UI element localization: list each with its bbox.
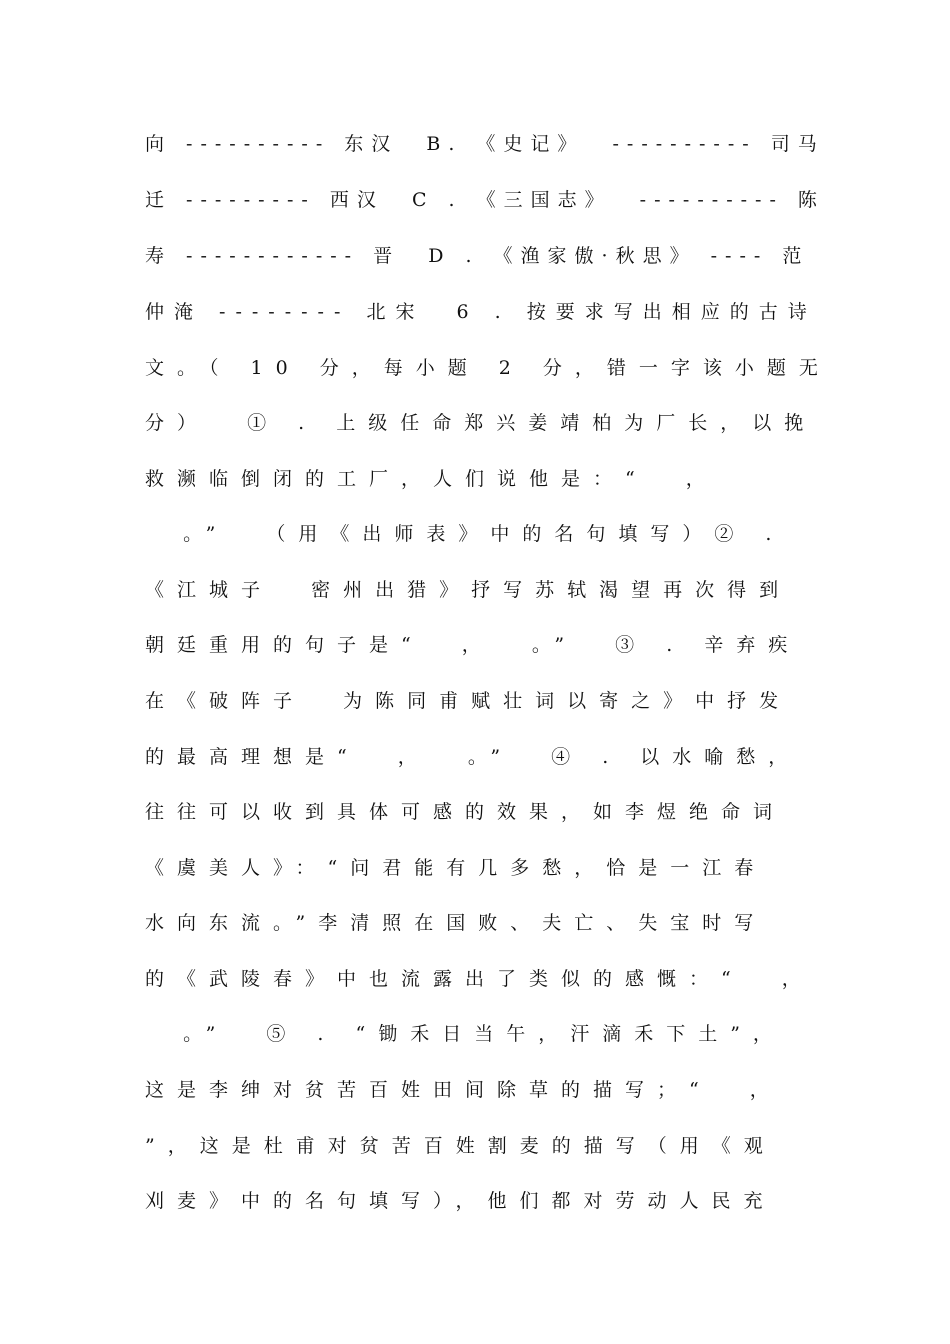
text-line: 文。（ 10 分，每小题 2 分，错一字该小题无 [145,357,831,379]
text-line: 寿 ------------ 晋 D . 《渔家傲·秋思》 ---- 范 [145,245,810,267]
text-line: 迁 --------- 西汉 C . 《三国志》 ---------- 陈 [145,189,825,211]
text-line: 朝廷重用的句子是“ ， 。” ③ . 辛弃疾 [145,634,801,656]
text-line: 往往可以收到具体可感的效果，如李煜绝命词 [145,801,786,823]
text-line: 《虞美人》：“问君能有几多愁，恰是一江春 [145,857,767,879]
text-line: 向 ---------- 东汉 B. 《史记》 ---------- 司马 [145,133,825,155]
text-line: 这是李绅对贫苦百姓田间除草的描写；“ ， [145,1079,782,1101]
text-line: 在《破阵子 为陈同甫赋壮词以寄之》中抒发 [145,690,792,712]
text-line: 的最高理想是“ ， 。” ④ . 以水喻愁， [145,746,801,768]
text-line: 的《武陵春》中也流露出了类似的感慨：“ ， [145,968,814,990]
text-line: 《江城子 密州出猎》抒写苏轼渴望再次得到 [145,579,792,601]
text-line: 分） ① . 上级任命郑兴姜靖柏为厂长，以挽 [145,412,817,434]
text-line: 。” （用《出师表》中的名句填写）② . [145,523,785,545]
text-line: 。” ⑤ . “锄禾日当午，汗滴禾下土”， [145,1023,785,1045]
text-line: 刈麦》中的名句填写），他们都对劳动人民充 [145,1190,776,1212]
text-line: 水向东流。”李清照在国败、夫亡、失宝时写 [145,912,767,934]
text-line: 仲淹 -------- 北宋 6 . 按要求写出相应的古诗 [145,301,817,323]
text-line: ”，这是杜甫对贫苦百姓割麦的描写（用《观 [145,1135,776,1157]
text-line: 救濒临倒闭的工厂，人们说他是：“ ， [145,468,718,490]
